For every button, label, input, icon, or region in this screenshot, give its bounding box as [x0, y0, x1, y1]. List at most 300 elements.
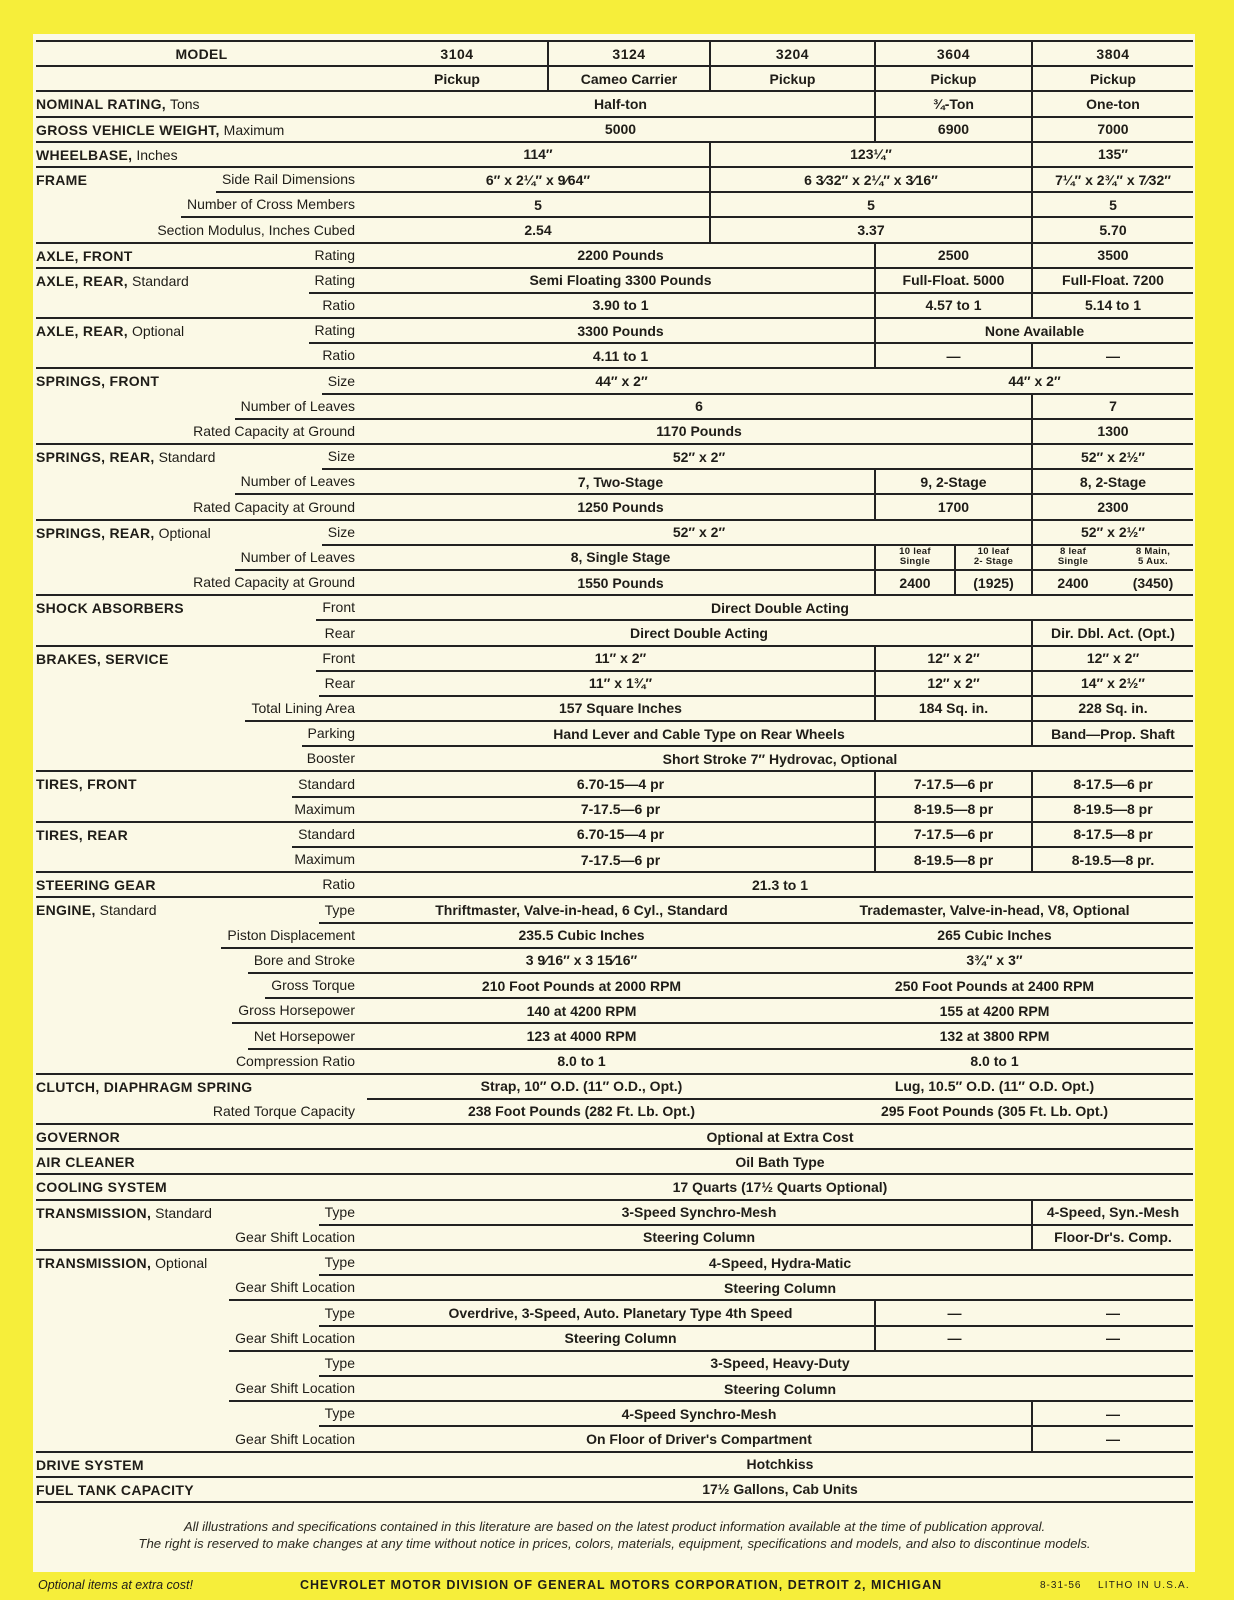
spec-value: 4-Speed, Syn.-Mesh: [1033, 1201, 1193, 1226]
section-label: [36, 1205, 212, 1221]
table-row: [36, 445, 1193, 470]
spec-value: 3 9⁄16″ x 3 15⁄16″: [367, 949, 796, 974]
spec-value: 8, 2-Stage: [1033, 470, 1193, 495]
row-label: [36, 1125, 367, 1150]
sub-label: Gear Shift Location: [235, 1229, 355, 1245]
row-label: [36, 445, 367, 470]
section-title: CLUTCH, DIAPHRAGM SPRING: [36, 1078, 253, 1095]
section-title: MODEL: [175, 46, 228, 62]
spec-value: 8-17.5—6 pr: [1033, 772, 1193, 797]
section-label: [36, 248, 133, 264]
table-row: [36, 974, 1193, 999]
spec-value: 7-17.5—6 pr: [367, 798, 876, 823]
spec-value: 9, 2-Stage: [876, 470, 1033, 495]
sub-label: Rating: [309, 319, 367, 344]
spec-value: —: [1033, 344, 1193, 369]
row-label: [36, 823, 367, 848]
table-row: [36, 722, 1193, 747]
body-type: Pickup: [1033, 67, 1193, 92]
spec-value: 1700: [876, 495, 1033, 520]
sub-label: Ratio: [322, 297, 355, 314]
section-label: [36, 449, 215, 465]
table-row: [36, 1478, 1193, 1503]
section-label: [36, 600, 184, 616]
spec-value: Steering Column: [367, 1226, 1033, 1251]
spec-value: 2400: [1033, 571, 1113, 596]
section-label: [36, 172, 87, 188]
row-label: [36, 1201, 367, 1226]
section-title: AIR CLEANER: [36, 1154, 135, 1171]
table-row: [36, 344, 1193, 369]
section-qualifier: Standard: [155, 1204, 212, 1221]
table-row: [36, 1377, 1193, 1402]
spec-value: 8.0 to 1: [367, 1050, 796, 1075]
spec-value: 155 at 4200 RPM: [796, 999, 1193, 1024]
spec-value: 5.14 to 1: [1033, 294, 1193, 319]
row-label: [36, 1276, 367, 1301]
spec-value: One-ton: [1033, 92, 1193, 117]
spec-value: 3-Speed Synchro-Mesh: [367, 1201, 1033, 1226]
spec-value: Full-Float. 7200: [1033, 269, 1193, 294]
spec-value: 5: [1033, 193, 1193, 218]
row-label: [36, 1377, 367, 1402]
table-row: [36, 747, 1193, 772]
sub-label: Rated Capacity at Ground: [193, 574, 355, 591]
table-row: [36, 319, 1193, 344]
spec-value: 12″ x 2″: [876, 672, 1033, 697]
table-row: [36, 873, 1193, 898]
body-type: Pickup: [367, 67, 549, 92]
section-qualifier: Optional: [158, 524, 211, 541]
spec-value: 3.90 to 1: [367, 294, 876, 319]
spec-value: 114″: [367, 143, 711, 168]
row-label: [36, 1453, 367, 1478]
spec-value: 135″: [1033, 143, 1193, 168]
table-row: [36, 1327, 1193, 1352]
sub-label: Gear Shift Location: [229, 1377, 367, 1402]
row-label: [36, 949, 367, 974]
spec-value: 3¾″ x 3″: [796, 949, 1193, 974]
spec-value: 5.70: [1033, 218, 1193, 243]
sub-label: Size: [322, 370, 367, 395]
table-row: [36, 672, 1193, 697]
spec-value: ¾-Ton: [876, 92, 1033, 117]
section-title: GROSS VEHICLE WEIGHT,: [36, 121, 220, 138]
spec-value: 7-17.5—6 pr: [876, 823, 1033, 848]
section-label: [36, 323, 184, 339]
section-label: [36, 373, 159, 389]
table-row: [36, 848, 1193, 873]
section-qualifier: Standard: [99, 902, 157, 919]
row-label: [36, 1327, 367, 1352]
row-label: [36, 1050, 367, 1075]
table-row: [36, 294, 1193, 319]
table-row: [36, 697, 1193, 722]
spec-value: Floor-Dr's. Comp.: [1033, 1226, 1193, 1251]
spec-value: Half-ton: [367, 92, 876, 117]
section-title: TRANSMISSION,: [36, 1255, 152, 1271]
table-row: [36, 143, 1193, 168]
table-row: [36, 1024, 1193, 1049]
row-label: [36, 1352, 367, 1377]
section-title: AXLE, FRONT: [36, 247, 133, 264]
spec-value: —: [876, 1301, 1033, 1326]
sub-label: Type: [319, 899, 367, 924]
section-label: [36, 902, 157, 918]
spec-value: Semi Floating 3300 Pounds: [367, 269, 876, 294]
section-qualifier: Standard: [158, 449, 216, 465]
section-label: [36, 1129, 120, 1145]
spec-value: 228 Sq. in.: [1033, 697, 1193, 722]
row-label: [36, 1175, 367, 1200]
section-label: [36, 1079, 252, 1095]
spec-value: 8, Single Stage: [367, 546, 876, 571]
spec-value: Lug, 10.5″ O.D. (11″ O.D. Opt.): [796, 1075, 1193, 1100]
spec-value: 6.70-15—4 pr: [367, 772, 876, 797]
sub-label: Number of Leaves: [235, 470, 367, 495]
table-row: [36, 1402, 1193, 1427]
spec-value: Overdrive, 3-Speed, Auto. Planetary Type 4th Speed: [367, 1301, 876, 1326]
row-label: [36, 1226, 367, 1251]
row-label: [36, 1150, 367, 1175]
section-title: COOLING SYSTEM: [36, 1179, 167, 1196]
spec-value: 8-19.5—8 pr: [876, 848, 1033, 873]
spec-value: 11″ x 1¾″: [367, 672, 876, 697]
spec-value: 184 Sq. in.: [876, 697, 1033, 722]
row-label: [36, 495, 367, 520]
row-label: [36, 848, 367, 873]
spec-value: 11″ x 2″: [367, 647, 876, 672]
spec-value: 157 Square Inches: [367, 697, 876, 722]
table-row: [36, 1201, 1193, 1226]
optional-items-note: Optional items at extra cost!: [38, 1578, 193, 1592]
table-row: [36, 369, 1193, 394]
table-row: [36, 999, 1193, 1024]
spec-value: 7-17.5—6 pr: [367, 848, 876, 873]
row-label: [36, 873, 367, 898]
table-row: [36, 470, 1193, 495]
spec-value: 8-19.5—8 pr.: [1033, 848, 1193, 873]
spec-value: 123¼″: [711, 143, 1033, 168]
spec-value: 8 leaf Single: [1033, 546, 1113, 571]
table-row: [36, 1125, 1193, 1150]
table-row: [36, 168, 1193, 193]
section-title: TIRES, REAR: [36, 826, 128, 843]
sub-label: Standard: [292, 773, 367, 798]
spec-value: 4.11 to 1: [367, 344, 876, 369]
section-label: [36, 147, 178, 163]
row-label: [36, 143, 367, 168]
row-label: [36, 395, 367, 420]
table-row: [36, 244, 1193, 269]
row-label: [36, 974, 367, 999]
sub-label: Number of Leaves: [235, 395, 367, 420]
section-title: NOMINAL RATING,: [36, 96, 166, 113]
table-row: [36, 1427, 1193, 1452]
spec-value: 12″ x 2″: [1033, 647, 1193, 672]
table-row: [36, 1150, 1193, 1175]
spec-value: 44″ x 2″: [367, 369, 876, 394]
row-label: [36, 92, 367, 117]
spec-value: 7¼″ x 2¾″ x 7⁄32″: [1033, 168, 1193, 193]
spec-value: 10 leaf 2- Stage: [956, 546, 1033, 571]
table-row: [36, 495, 1193, 520]
specifications-table: [36, 40, 1193, 1503]
spec-value: 235.5 Cubic Inches: [367, 924, 796, 949]
sub-label: Gear Shift Location: [235, 1430, 355, 1447]
model-number: 3604: [876, 42, 1033, 67]
sub-label: Type: [319, 1201, 367, 1226]
section-label: [36, 651, 169, 667]
disclaimer: [36, 1518, 1193, 1552]
section-label: [36, 1179, 167, 1195]
spec-value: Optional at Extra Cost: [367, 1125, 1193, 1150]
sub-label: Standard: [292, 823, 367, 848]
spec-value: 8-19.5—8 pr: [1033, 798, 1193, 823]
spec-value: 2400: [876, 571, 956, 596]
spec-value: (1925): [956, 571, 1033, 596]
spec-value: —: [1033, 1301, 1193, 1326]
row-label: [36, 369, 367, 394]
publisher-line: CHEVROLET MOTOR DIVISION OF GENERAL MOTORS CORPORATION, DETROIT 2, MICHIGAN: [300, 1578, 943, 1592]
sub-label: Gross Horsepower: [232, 999, 367, 1024]
spec-value: 21.3 to 1: [367, 873, 1193, 898]
sub-label: Number of Leaves: [235, 546, 367, 571]
spec-value: 2200 Pounds: [367, 244, 876, 269]
disclaimer-line: All illustrations and specifications contained in this literature are based on the latest product information available at the time of publication approval.: [183, 1519, 1046, 1534]
section-label: [36, 1457, 144, 1473]
spec-value: 250 Foot Pounds at 2400 RPM: [796, 974, 1193, 999]
row-label: [36, 118, 367, 143]
spec-value: 5: [711, 193, 1033, 218]
sub-label: Rating: [314, 246, 355, 263]
sub-label: Side Rail Dimensions: [216, 168, 367, 193]
table-row: [36, 1352, 1193, 1377]
table-row: [36, 218, 1193, 243]
table-row: [36, 67, 1193, 92]
row-label: [36, 999, 367, 1024]
row-label: [36, 42, 367, 67]
table-row: [36, 1251, 1193, 1276]
section-title: ENGINE,: [36, 902, 96, 919]
table-row: [36, 823, 1193, 848]
table-row: [36, 1453, 1193, 1478]
spec-value: 6: [367, 395, 1033, 420]
table-row: [36, 621, 1193, 646]
spec-value: 6″ x 2¼″ x 9⁄64″: [367, 168, 711, 193]
section-title: SPRINGS, REAR,: [36, 449, 155, 465]
sub-label: Parking: [302, 722, 367, 747]
model-number: 3204: [711, 42, 876, 67]
spec-value: 6.70-15—4 pr: [367, 823, 876, 848]
spec-value: 123 at 4000 RPM: [367, 1024, 796, 1049]
table-row: [36, 193, 1193, 218]
footer: [0, 1578, 1234, 1598]
table-row: [36, 571, 1193, 596]
section-title: STEERING GEAR: [36, 877, 156, 894]
spec-value: 7000: [1033, 118, 1193, 143]
spec-value: 3300 Pounds: [367, 319, 876, 344]
row-label: [36, 294, 367, 319]
row-label: [36, 747, 367, 772]
spec-value: 3500: [1033, 244, 1193, 269]
spec-value: 4.57 to 1: [876, 294, 1033, 319]
model-number: 3124: [549, 42, 711, 67]
spec-value: 5000: [367, 118, 876, 143]
section-label: [36, 122, 284, 138]
section-title: AXLE, REAR,: [36, 272, 128, 289]
sub-label: Rated Capacity at Ground: [193, 423, 355, 439]
spec-value: —: [1033, 1427, 1193, 1452]
body-type: Pickup: [711, 67, 876, 92]
row-label: [36, 772, 367, 797]
body-type: Pickup: [876, 67, 1033, 92]
row-label: [36, 898, 367, 923]
row-label: [36, 571, 367, 596]
section-label: [36, 1482, 194, 1498]
sub-label: Front: [316, 596, 367, 621]
row-label: [36, 697, 367, 722]
table-row: [36, 949, 1193, 974]
row-label: [36, 269, 367, 294]
spec-value: 7-17.5—6 pr: [876, 772, 1033, 797]
sub-label: Front: [316, 647, 367, 672]
sub-label: Rear: [319, 672, 367, 697]
section-title: SHOCK ABSORBERS: [36, 600, 184, 617]
spec-value: Strap, 10″ O.D. (11″ O.D., Opt.): [367, 1075, 796, 1100]
spec-value: (3450): [1113, 571, 1193, 596]
section-qualifier: Optional: [155, 1255, 208, 1271]
section-qualifier: Tons: [169, 96, 200, 113]
row-label: [36, 420, 367, 445]
spec-value: Dir. Dbl. Act. (Opt.): [1033, 621, 1193, 646]
body-type: Cameo Carrier: [549, 67, 711, 92]
spec-value: 1300: [1033, 420, 1193, 445]
spec-value: 6 3⁄32″ x 2¼″ x 3⁄16″: [711, 168, 1033, 193]
sub-label: Rating: [309, 269, 367, 294]
spec-value: 238 Foot Pounds (282 Ft. Lb. Opt.): [367, 1100, 796, 1125]
section-title: AXLE, REAR,: [36, 323, 128, 340]
model-number: 3804: [1033, 42, 1193, 67]
section-label: [36, 46, 367, 62]
table-row: [36, 1175, 1193, 1200]
row-label: [36, 722, 367, 747]
print-date: 8-31-56: [1040, 1580, 1082, 1591]
spec-value: 17 Quarts (17½ Quarts Optional): [367, 1175, 1193, 1200]
table-row: [36, 1226, 1193, 1251]
section-title: FUEL TANK CAPACITY: [36, 1481, 194, 1498]
spec-value: Oil Bath Type: [367, 1150, 1193, 1175]
spec-value: Hand Lever and Cable Type on Rear Wheels: [367, 722, 1033, 747]
spec-value: 132 at 3800 RPM: [796, 1024, 1193, 1049]
section-title: SPRINGS, FRONT: [36, 373, 160, 390]
spec-value: Trademaster, Valve-in-head, V8, Optional: [796, 898, 1193, 923]
spec-value: 14″ x 2½″: [1033, 672, 1193, 697]
sub-label: Rear: [324, 624, 355, 641]
table-row: [36, 521, 1193, 546]
sub-label: Type: [319, 1352, 367, 1377]
row-label: [36, 1024, 367, 1049]
spec-value: 1170 Pounds: [367, 420, 1033, 445]
spec-value: 1550 Pounds: [367, 571, 876, 596]
section-title: SPRINGS, REAR,: [36, 524, 155, 541]
spec-value: On Floor of Driver's Compartment: [367, 1427, 1033, 1452]
row-label: [36, 218, 367, 243]
section-label: [36, 273, 189, 289]
section-label: [36, 1255, 207, 1271]
sub-label: Size: [322, 445, 367, 470]
sub-label: Section Modulus, Inches Cubed: [157, 221, 355, 238]
table-row: [36, 1100, 1193, 1125]
table-row: [36, 269, 1193, 294]
section-label: [36, 776, 137, 792]
spec-value: Thriftmaster, Valve-in-head, 6 Cyl., Standard: [367, 898, 796, 923]
section-qualifier: Standard: [131, 272, 189, 289]
sub-label: Gear Shift Location: [229, 1327, 367, 1352]
row-label: [36, 798, 367, 823]
spec-value: Full-Float. 5000: [876, 269, 1033, 294]
table-row: [36, 1301, 1193, 1326]
spec-value: —: [1033, 1327, 1193, 1352]
spec-value: 6900: [876, 118, 1033, 143]
spec-value: Band—Prop. Shaft: [1033, 722, 1193, 747]
row-label: [36, 193, 367, 218]
sub-label: Type: [319, 1302, 367, 1327]
spec-value: 295 Foot Pounds (305 Ft. Lb. Opt.): [796, 1100, 1193, 1125]
sub-label: Ratio: [322, 347, 355, 364]
table-row: [36, 898, 1193, 923]
spec-value: Direct Double Acting: [367, 621, 1033, 646]
row-label: [36, 1427, 367, 1452]
spec-value: 8 Main, 5 Aux.: [1113, 546, 1193, 571]
sub-label: Gross Torque: [265, 974, 367, 999]
table-row: [36, 395, 1193, 420]
section-label: [36, 1154, 135, 1170]
row-label: [36, 546, 367, 571]
spec-value: None Available: [876, 319, 1193, 344]
spec-value: 140 at 4200 RPM: [367, 999, 796, 1024]
section-title: GOVERNOR: [36, 1129, 121, 1146]
row-label: [36, 168, 367, 193]
section-label: [36, 96, 200, 112]
section-title: BRAKES, SERVICE: [36, 650, 169, 667]
section-title: TRANSMISSION,: [36, 1204, 152, 1221]
spec-value: 17½ Gallons, Cab Units: [367, 1478, 1193, 1503]
spec-value: 52″ x 2½″: [1033, 445, 1193, 470]
spec-value: 52″ x 2½″: [1033, 521, 1193, 546]
spec-value: 4-Speed Synchro-Mesh: [367, 1402, 1033, 1427]
disclaimer-line: The right is reserved to make changes at any time without notice in prices, colors, materials, equipment, specifications and models, and also to discontinue models.: [138, 1536, 1091, 1551]
sub-label: Bore and Stroke: [248, 949, 367, 974]
sub-label: Piston Displacement: [221, 924, 367, 949]
sub-label: Rated Torque Capacity: [212, 1103, 355, 1120]
spec-value: —: [876, 344, 1033, 369]
sub-label: Number of Cross Members: [181, 193, 367, 218]
row-label: [36, 1478, 367, 1503]
spec-value: Direct Double Acting: [367, 596, 1193, 621]
spec-value: Short Stroke 7″ Hydrovac, Optional: [367, 747, 1193, 772]
sub-label: Ratio: [322, 876, 355, 893]
spec-value: 12″ x 2″: [876, 647, 1033, 672]
spec-value: 2500: [876, 244, 1033, 269]
section-title: FRAME: [36, 171, 88, 188]
spec-value: 8-17.5—8 pr: [1033, 823, 1193, 848]
litho-note: LITHO IN U.S.A.: [1098, 1580, 1190, 1591]
spec-value: 8-19.5—8 pr: [876, 798, 1033, 823]
spec-value: 52″ x 2″: [367, 445, 1033, 470]
row-label: [36, 319, 367, 344]
sub-label: Booster: [306, 750, 355, 767]
